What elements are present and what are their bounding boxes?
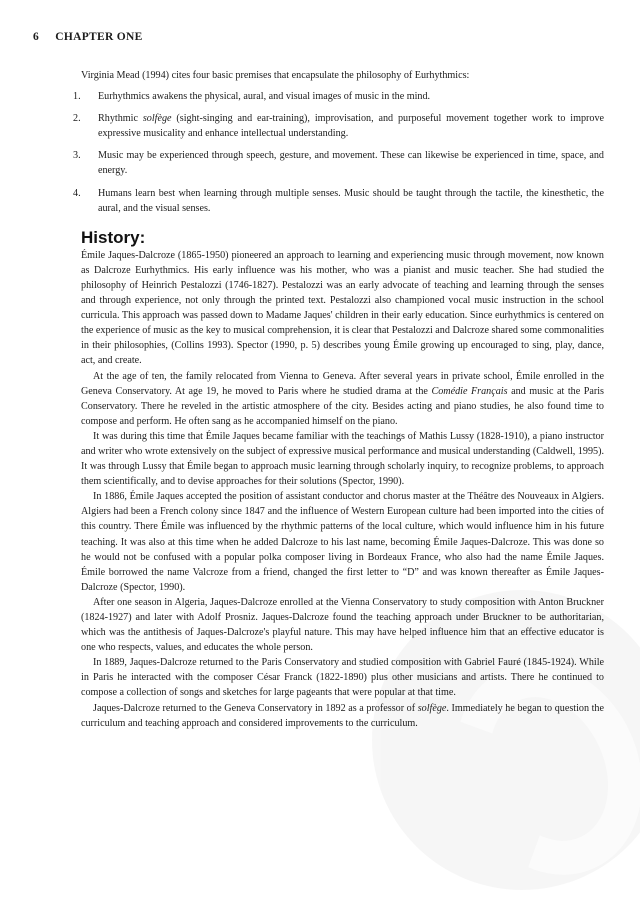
premises-list <box>73 89 605 216</box>
body-paragraph: In 1886, Émile Jaques accepted the position of assistant conductor and chorus master at the Théâtre des Nouveaux in Algiers. Algiers had been a French colony since 1847 and the influence of Western European culture had been imported into the cities of this country. There Émile was influenced by the rhythmic patterns of the local culture, which would influence him in his future teaching. It was also at this time when he added Dalcroze to his last name, becoming Émile Jaques-Dalcroze. This was done so he would not be confused with a popular polka composer living in Bordeaux France, who also had the name Émile Jaques. Émile borrowed the name Valcroze from a friend, changed the first letter to “D” and was known thereafter as Émile Jaques-Dalcroze (Spector, 1990). <box>81 491 604 593</box>
body-paragraph: Émile Jaques-Dalcroze (1865-1950) pioneered an approach to learning and experiencing music through movement, now known as Dalcroze Eurhythmics. His early influence was his mother, who was a pianist and music teacher. She had studied the philosophy of Heinrich Pestalozzi (1746-1827). Pestalozzi was an early advocate of teaching and learning through the senses and through experience, not only through the printed text. Pestalozzi also championed vocal music instruction in the school curricula. This approach was passed down to Madame Jaques' children in their early education. Since eurhythmics is centered on the experience of music as the key to musical comprehension, it is clear that Pestalozzi and Dalcroze shared some commonalities in their philosophies, (Collins 1993). Spector (1990, p. 5) describes young Émile growing up encouraged to sing, play, dance, act, and create. <box>81 249 604 367</box>
list-text-italic: solfège <box>142 113 172 125</box>
list-number: 2. <box>73 113 81 125</box>
body-paragraph: It was during this time that Émile Jaques became familiar with the teachings of Mathis Lussy (1828-1910), a piano instructor and writer who wrote extensively on the subject of expressive musical performance and musical understanding (Caldwell, 1995). It was through Lussy that Émile began to approach music learning through scholarly inquiry, to recognize problems, to approach them scientifically, and to devise approaches for their solutions (Spector, 1990). <box>81 430 604 488</box>
body-paragraph: At the age of ten, the family relocated from Vienna to Geneva. After several years in private school, Émile enrolled in the Geneva Conservatory. At age 19, he moved to Paris where he studied drama at the Comédie Français and music at the Paris Conservatory. There he reveled in the artistic atmosphere of the city. Besides acting and piano studies, he also found time to compose and perform. He often sang as he accompanied himself on the piano. <box>81 370 604 427</box>
page-body <box>73 68 605 731</box>
list-number: 3. <box>73 150 81 162</box>
running-header <box>33 31 143 43</box>
chapter-title: CHAPTER ONE <box>55 31 143 43</box>
list-text-tail: (sight-singing and ear-training), improvisation, and purposeful movement together work to improve expressive musicality and enhance intellectual understanding. <box>98 113 605 140</box>
list-text: Humans learn best when learning through multiple senses. Music should be taught through the tactile, the kinesthetic, the aural, and the visual senses. <box>98 187 604 214</box>
body-paragraph: After one season in Algeria, Jaques-Dalcroze enrolled at the Vienna Conservatory to study composition with Anton Bruckner (1824-1927) and later with Adolf Prosniz. Jaques-Dalcroze found the teaching approach under Bruckner to be authoritarian, which was the antithesis of Jaques-Dalcroze's playful nature. This may have helped influence him that an effective educator is one who respects, values, and educates the whole person. <box>81 596 604 654</box>
list-item <box>73 148 604 178</box>
intro-paragraph: Virginia Mead (1994) cites four basic premises that encapsulate the philosophy of Eurhythmics: <box>81 70 470 81</box>
body-paragraph: In 1889, Jaques-Dalcroze returned to the Paris Conservatory and studied composition with Gabriel Fauré (1845-1924). While in Paris he interacted with the composer César Franck (1822-1890) plus other musicians and artists. There he continued to compose a collection of songs and sketches for large pageants that were popular at that time. <box>81 657 604 699</box>
list-text: Music may be experienced through speech, gesture, and movement. These can likewise be experienced in time, space, and energy. <box>98 150 604 177</box>
body-paragraph: Jaques-Dalcroze returned to the Geneva Conservatory in 1892 as a professor of solfège. Immediately he began to question the curriculum and teaching approach and considered improvements to the curriculum. <box>81 702 604 729</box>
list-item <box>73 89 604 104</box>
list-item <box>73 186 604 216</box>
list-number: 1. <box>73 91 81 103</box>
italic-term: Comédie Français <box>431 385 508 397</box>
section-heading: History: <box>81 227 146 247</box>
list-item <box>73 111 605 141</box>
list-text: Rhythmic <box>98 113 143 125</box>
italic-term: solfège <box>417 702 447 714</box>
list-text: Eurhythmics awakens the physical, aural, and visual images of music in the mind. <box>98 91 431 103</box>
list-number: 4. <box>73 187 81 199</box>
page-number: 6 <box>33 31 40 43</box>
